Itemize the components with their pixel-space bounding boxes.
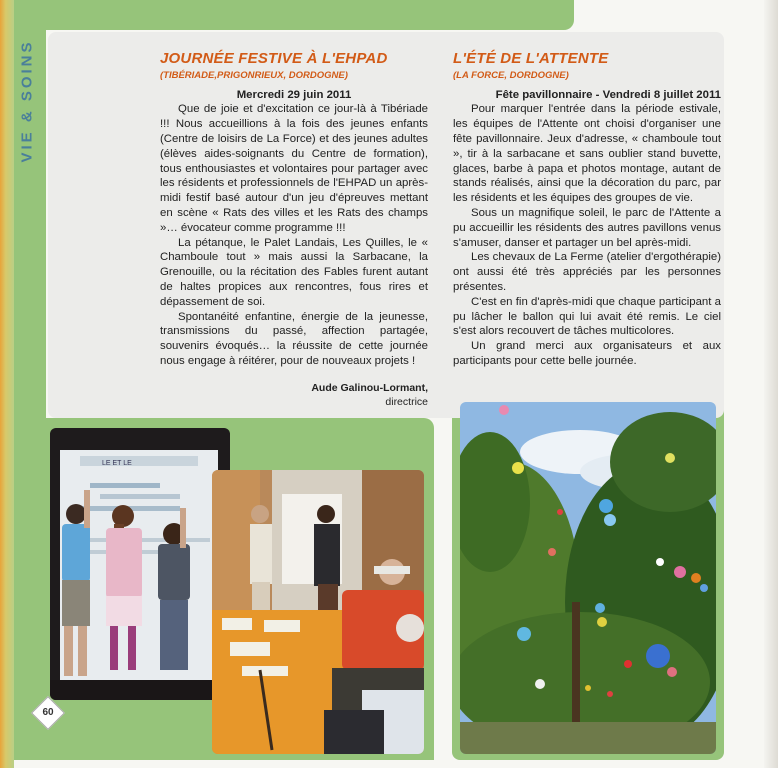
page-spine [764,0,778,768]
left-article-paragraph: La pétanque, le Palet Landais, Les Quilles, le « Chamboule tout » mais aussi la Sarbacane, la Grenouille, ou la récitation des Fables furent autant de haltes propices aux rencontres, fous rires et dépassement de soi. [160,236,428,308]
page-number: 60 [42,707,54,718]
photo-children-wall [50,428,230,700]
left-article-date: Mercredi 29 juin 2011 [236,88,352,101]
left-article [160,52,428,409]
page-edge [0,0,14,768]
right-article-paragraph: Sous un magnifique soleil, le parc de l'Attente a pu accueillir les résidents des autres pavillons venus s'amuser, danser et partager un bel après-midi. [453,206,721,249]
right-article-title: L'ÉTÉ DE L'ATTENTE [453,50,609,67]
photo-balloon-release [460,402,716,754]
top-green-band [14,0,574,30]
author-name: Aude Galinou-Lormant, [311,381,428,394]
right-article-paragraph: Un grand merci aux organisateurs et aux participants pour cette belle journée. [453,340,721,367]
left-article-paragraph: Spontanéité enfantine, énergie de la jeunesse, transmissions du passé, affection partagée, souvenirs évoqués… la réussite de cette journée nous engage à réitérer, pour de nouveaux projets ! [160,310,428,367]
left-article-title: JOURNÉE FESTIVE À L'EHPAD [160,50,388,67]
right-article-paragraph: Les chevaux de La Ferme (atelier d'ergothérapie) ont aussi été très appréciés par les personnes présentes. [453,251,721,293]
left-article-paragraph: Que de joie et d'excitation ce jour-là à Tibériade !!! Nous accueillions à la fois des jeunes enfants (Centre de loisirs de La Force) et des jeunes adultes (élèves aides-soignants du Centre de formation), tous enthousiastes et volontaires pour partager avec les résidents et professionnels de l'EHPAD un après-midi festif basé autour d'un jeu d'épreuves mettant en scène « Rats des villes et les Rats des champs »… évocateur comme programme !!! [160,103,428,234]
right-article-paragraph: Pour marquer l'entrée dans la période estivale, les équipes de l'Attente ont choisi d'organiser une fête pavillonnaire. Jeux d'adresse, « chamboule tout », tir à la sarbacane et sans oublier stand buvette, glaces, barbe à papa et photos montage, autant de stands réalisés, ainsi que la décoration du parc, par les résidents et les équipes des groupes de vie. [453,103,721,205]
children-wall-illustration [50,428,230,700]
balloon-park-illustration [460,402,716,754]
residents-game-illustration [212,470,424,754]
photo-residents-game [212,470,424,754]
right-article-date: Fête pavillonnaire - Vendredi 8 juillet 2011 [495,88,721,101]
right-article-location: (LA FORCE, DORDOGNE) [453,69,569,81]
left-article-location: (TIBÉRIADE,PRIGONRIEUX, DORDOGNE) [160,69,348,81]
author-role: directrice [385,395,428,408]
right-article-paragraph: C'est en fin d'après-midi que chaque participant a pu lâcher le ballon qui lui avait été remis. Le ciel s'est alors recouvert de tâches multicolores. [453,295,721,338]
left-article-signature [160,381,428,409]
section-label: VIE & SOINS [18,39,36,163]
wall-sign-text: LE ET LE [102,460,132,467]
right-article [453,52,721,369]
